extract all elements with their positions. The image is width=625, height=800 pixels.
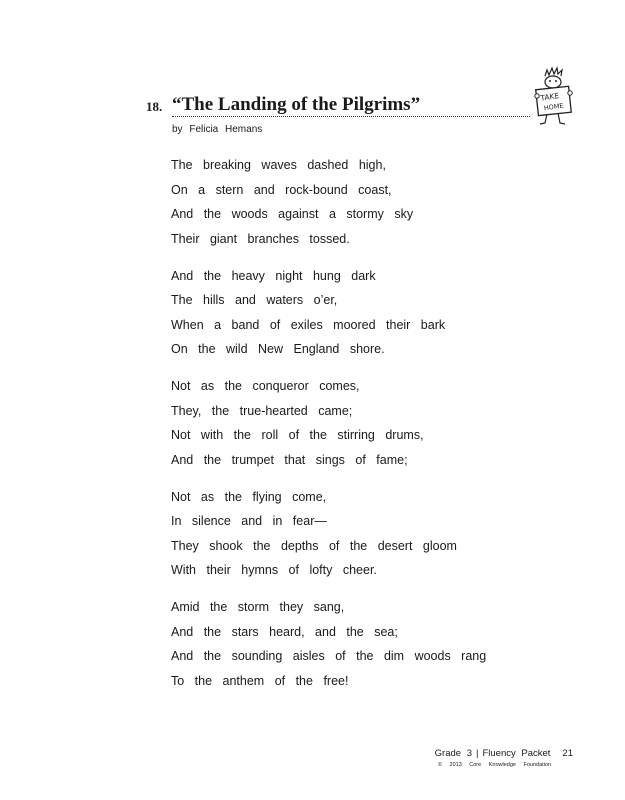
poem-line: They, the true-hearted came; [171,403,353,418]
poem-line: Amid the storm they sang, [171,600,345,614]
stanza [171,156,501,254]
footer-main [435,748,573,759]
take-home-badge-icon [533,66,575,128]
poem-byline: by Felicia Hemans [172,124,263,135]
poem-line: On the wild New England shore. [171,342,385,356]
stanza [171,377,501,475]
poem-line: In silence and in fear— [171,514,327,528]
footer-grade: Grade 3 [434,748,472,759]
poem-line: They shook the depths of the desert gloom [171,538,457,553]
poem-body [171,156,501,709]
footer-separator: | [476,748,479,759]
badge-text-take: TAKE [539,91,560,103]
poem-line: Not with the roll of the stirring drums, [171,428,424,442]
poem-line: And the woods against a stormy sky [171,207,414,221]
poem-line: When a band of exiles moored their bark [171,317,446,332]
poem-line: And the sounding aisles of the dim woods rang [171,649,487,663]
footer-packet: Fluency Packet [482,748,551,759]
poem-line: The breaking waves dashed high, [171,158,386,172]
poem-number: 18. [146,99,163,114]
footer-copyright: © 2013 Core Knowledge Foundation [437,762,551,768]
poem-title: “The Landing of the Pilgrims” [172,94,421,115]
stanza [171,488,501,586]
poem-line: And the heavy night hung dark [171,268,376,283]
poem-line: Not as the conqueror comes, [171,379,360,393]
stanza [171,598,501,696]
poem-line: And the stars heard, and the sea; [171,624,398,639]
badge-text-home: HOME [543,101,565,113]
poem-line: With their hymns of lofty cheer. [171,563,377,577]
poem-line: And the trumpet that sings of fame; [171,452,408,467]
stanza [171,267,501,365]
poem-line: Their giant branches tossed. [171,231,350,246]
poem-line: To the anthem of the free! [171,673,349,688]
page-footer [435,748,573,768]
poem-line: On a stern and rock-bound coast, [171,182,392,197]
poem-line: Not as the flying come, [171,489,327,504]
title-underline [172,116,530,117]
poem-line: The hills and waters o’er, [171,293,338,307]
page-number: 21 [562,748,573,759]
